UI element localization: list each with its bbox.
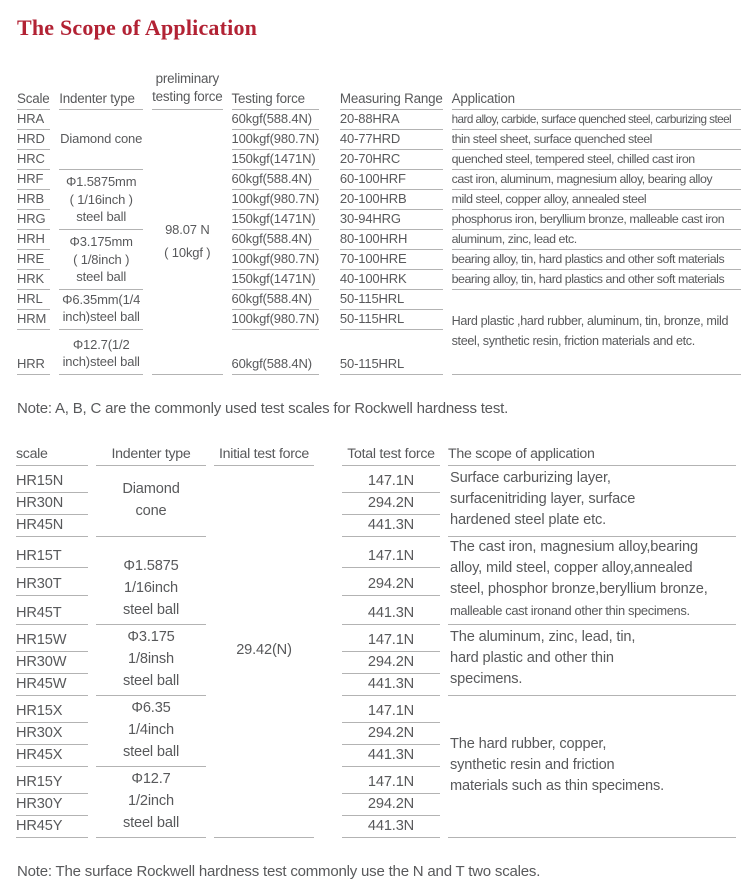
- scale-cell: HRL: [17, 290, 50, 310]
- measuring-range-cell: 20-88HRA: [340, 110, 443, 130]
- col-header-testing-force: Testing force: [232, 68, 320, 110]
- testing-force-cell: 60kgf(588.4N): [232, 290, 320, 310]
- indenter-line: steel ball: [76, 269, 127, 285]
- scale-cell: HRH: [17, 230, 50, 250]
- col-header-indenter-type: Indenter type: [96, 440, 206, 466]
- total-force-cell: 441.3N: [342, 816, 440, 838]
- total-force-cell: 294.2N: [342, 568, 440, 597]
- indenter-line: Φ1.5875: [123, 558, 179, 574]
- scale-cell: HR15N: [16, 466, 88, 493]
- scale-cell: HR30Y: [16, 794, 88, 816]
- application-line: hard plastic and other thin: [450, 650, 614, 666]
- scale-cell: HRR: [17, 330, 50, 375]
- application-line: materials such as thin specimens.: [450, 777, 665, 794]
- table-header-row: [17, 68, 741, 110]
- measuring-range-cell: 40-100HRK: [340, 270, 443, 290]
- table-row: [17, 290, 741, 310]
- measuring-range-cell: 50-115HRL: [340, 330, 443, 375]
- preliminary-force-cell: [152, 110, 222, 375]
- scale-cell: HRF: [17, 170, 50, 190]
- indenter-cell: [59, 230, 143, 290]
- testing-force-cell: 100kgf(980.7N): [232, 190, 320, 210]
- scale-cell: HRG: [17, 210, 50, 230]
- table-row: [16, 466, 736, 493]
- application-cell: bearing alloy, tin, hard plastics and other soft materials: [452, 270, 741, 290]
- indenter-line: inch)steel ball: [62, 354, 140, 370]
- application-cell: aluminum, zinc, lead etc.: [452, 230, 741, 250]
- indenter-line: Φ1.5875mm: [65, 174, 137, 190]
- table-row: [16, 696, 736, 723]
- scale-cell: HR45Y: [16, 816, 88, 838]
- application-cell: [448, 537, 736, 625]
- total-force-cell: 294.2N: [342, 493, 440, 515]
- application-cell: [452, 290, 741, 375]
- application-line: specimens.: [450, 671, 523, 687]
- testing-force-cell: 150kgf(1471N): [232, 210, 320, 230]
- testing-force-cell: 150kgf(1471N): [232, 150, 320, 170]
- application-cell: [448, 696, 736, 838]
- indenter-line: Φ3.175: [127, 629, 175, 645]
- col-header-scale: scale: [16, 440, 88, 466]
- scale-cell: HR15T: [16, 537, 88, 568]
- testing-force-cell: 60kgf(588.4N): [232, 330, 320, 375]
- total-force-cell: 147.1N: [342, 767, 440, 794]
- scale-cell: HRB: [17, 190, 50, 210]
- measuring-range-cell: 50-115HRL: [340, 290, 443, 310]
- note-rockwell-scales: Note: A, B, C are the commonly used test scales for Rockwell hardness test.: [17, 400, 509, 417]
- table-row: [17, 110, 741, 130]
- col-header-measuring-range: Measuring Range: [340, 68, 443, 110]
- scale-cell: HR45W: [16, 674, 88, 696]
- measuring-range-cell: 70-100HRE: [340, 250, 443, 270]
- indenter-line: ( 1/16inch ): [69, 191, 133, 207]
- column-gap: [322, 440, 334, 838]
- total-force-cell: 147.1N: [342, 466, 440, 493]
- total-force-cell: 441.3N: [342, 745, 440, 767]
- indenter-cell: [59, 330, 143, 375]
- scale-cell: HR15W: [16, 625, 88, 652]
- measuring-range-cell: 50-115HRL: [340, 310, 443, 330]
- measuring-range-cell: 20-70HRC: [340, 150, 443, 170]
- total-force-cell: 294.2N: [342, 652, 440, 674]
- testing-force-cell: 100kgf(980.7N): [232, 250, 320, 270]
- indenter-cell: [59, 170, 143, 230]
- measuring-range-cell: 60-100HRF: [340, 170, 443, 190]
- total-force-cell: 441.3N: [342, 515, 440, 537]
- indenter-cell: [96, 466, 206, 537]
- indenter-line: Φ3.175mm: [69, 234, 133, 250]
- col-header-scope-of-application: The scope of application: [448, 440, 736, 466]
- table-header-row: [16, 440, 736, 466]
- indenter-line: Φ6.35: [131, 700, 171, 716]
- testing-force-cell: 100kgf(980.7N): [232, 130, 320, 150]
- initial-force-cell: 29.42(N): [214, 466, 314, 838]
- application-line: synthetic resin and friction: [450, 756, 615, 773]
- scale-cell: HR45N: [16, 515, 88, 537]
- table-row: [16, 625, 736, 652]
- indenter-line: 1/4inch: [127, 722, 174, 738]
- indenter-cell: Diamond cone: [59, 110, 143, 170]
- col-header-scale: Scale: [17, 68, 50, 110]
- indenter-line: 1/8insh: [127, 651, 174, 667]
- scale-cell: HRD: [17, 130, 50, 150]
- measuring-range-cell: 80-100HRH: [340, 230, 443, 250]
- scale-cell: HR30X: [16, 723, 88, 745]
- column-gap: [328, 68, 331, 375]
- scale-cell: HRK: [17, 270, 50, 290]
- col-header-application: Application: [452, 68, 741, 110]
- total-force-cell: 294.2N: [342, 794, 440, 816]
- application-cell: thin steel sheet, surface quenched steel: [452, 130, 741, 150]
- application-line: The hard rubber, copper,: [450, 735, 607, 752]
- indenter-cell: [59, 290, 143, 330]
- indenter-line: steel ball: [122, 744, 180, 760]
- table-row: [17, 170, 741, 190]
- header-line: preliminary: [155, 70, 219, 86]
- application-cell: bearing alloy, tin, hard plastics and other soft materials: [452, 250, 741, 270]
- indenter-line: 1/2inch: [127, 793, 174, 809]
- total-force-cell: 147.1N: [342, 696, 440, 723]
- application-cell: hard alloy, carbide, surface quenched steel, carburizing steel: [452, 110, 741, 130]
- table-row: [17, 230, 741, 250]
- application-line: alloy, mild steel, copper alloy,annealed: [450, 560, 693, 576]
- application-line: malleable cast ironand other thin specimens.: [450, 603, 690, 618]
- scale-cell: HR30T: [16, 568, 88, 597]
- measuring-range-cell: 30-94HRG: [340, 210, 443, 230]
- application-cell: [448, 466, 736, 537]
- application-line: surfacenitriding layer, surface: [450, 491, 636, 507]
- indenter-line: ( 1/8inch ): [73, 251, 130, 267]
- testing-force-cell: 60kgf(588.4N): [232, 230, 320, 250]
- scale-cell: HRC: [17, 150, 50, 170]
- scale-cell: HR15Y: [16, 767, 88, 794]
- header-line: testing force: [152, 88, 223, 104]
- col-header-initial-test-force: Initial test force: [214, 440, 314, 466]
- application-line: The aluminum, zinc, lead, tin,: [450, 629, 636, 645]
- scale-cell: HR30W: [16, 652, 88, 674]
- rockwell-scales-table: [8, 68, 750, 375]
- total-force-cell: 441.3N: [342, 596, 440, 625]
- total-force-cell: 147.1N: [342, 625, 440, 652]
- surface-rockwell-table: [8, 440, 744, 838]
- application-line: steel, synthetic resin, friction materials and etc.: [451, 333, 695, 348]
- scale-cell: HR45X: [16, 745, 88, 767]
- scale-cell: HR30N: [16, 493, 88, 515]
- application-line: Hard plastic ,hard rubber, aluminum, tin, bronze, mild: [451, 313, 729, 328]
- testing-force-cell: 60kgf(588.4N): [232, 110, 320, 130]
- total-force-cell: 294.2N: [342, 723, 440, 745]
- measuring-range-cell: 40-77HRD: [340, 130, 443, 150]
- application-cell: [448, 625, 736, 696]
- indenter-line: steel ball: [76, 209, 127, 225]
- testing-force-cell: 100kgf(980.7N): [232, 310, 320, 330]
- indenter-cell: [96, 696, 206, 767]
- preliminary-force-unit: ( 10kgf ): [164, 244, 211, 260]
- indenter-line: steel ball: [122, 602, 180, 618]
- application-line: Surface carburizing layer,: [450, 470, 611, 486]
- scale-cell: HRA: [17, 110, 50, 130]
- col-header-indenter-type: Indenter type: [59, 68, 143, 110]
- scale-cell: HRM: [17, 310, 50, 330]
- application-cell: mild steel, copper alloy, annealed steel: [452, 190, 741, 210]
- indenter-line: 1/16inch: [124, 580, 178, 596]
- note-surface-rockwell: Note: The surface Rockwell hardness test commonly use the N and T two scales.: [17, 863, 541, 880]
- indenter-line: Φ12.7: [131, 771, 171, 787]
- application-line: steel, phosphor bronze,beryllium bronze,: [450, 581, 708, 597]
- application-cell: phosphorus iron, beryllium bronze, malleable cast iron: [452, 210, 741, 230]
- indenter-line: Φ6.35mm(1/4: [62, 291, 141, 307]
- indenter-cell: [96, 537, 206, 625]
- testing-force-cell: 60kgf(588.4N): [232, 170, 320, 190]
- indenter-cell: [96, 625, 206, 696]
- application-line: hardened steel plate etc.: [450, 512, 607, 528]
- scale-cell: HR15X: [16, 696, 88, 723]
- col-header-preliminary-testing-force: [152, 68, 222, 110]
- preliminary-force-value: 98.07 N: [165, 221, 210, 237]
- measuring-range-cell: 20-100HRB: [340, 190, 443, 210]
- page-title: The Scope of Application: [17, 15, 258, 40]
- indenter-cell: [96, 767, 206, 838]
- indenter-line: cone: [135, 502, 167, 519]
- indenter-line: steel ball: [122, 815, 180, 831]
- total-force-cell: 147.1N: [342, 537, 440, 568]
- testing-force-cell: 150kgf(1471N): [232, 270, 320, 290]
- col-header-total-test-force: Total test force: [342, 440, 440, 466]
- scale-cell: HRE: [17, 250, 50, 270]
- application-line: The cast iron, magnesium alloy,bearing: [450, 539, 698, 555]
- indenter-line: inch)steel ball: [62, 309, 140, 325]
- application-cell: cast iron, aluminum, magnesium alloy, bearing alloy: [452, 170, 741, 190]
- application-cell: quenched steel, tempered steel, chilled cast iron: [452, 150, 741, 170]
- indenter-line: steel ball: [122, 673, 180, 689]
- total-force-cell: 441.3N: [342, 674, 440, 696]
- indenter-line: Diamond: [122, 480, 180, 497]
- scale-cell: HR45T: [16, 596, 88, 625]
- table-row: [16, 537, 736, 568]
- indenter-line: Φ12.7(1/2: [72, 336, 130, 352]
